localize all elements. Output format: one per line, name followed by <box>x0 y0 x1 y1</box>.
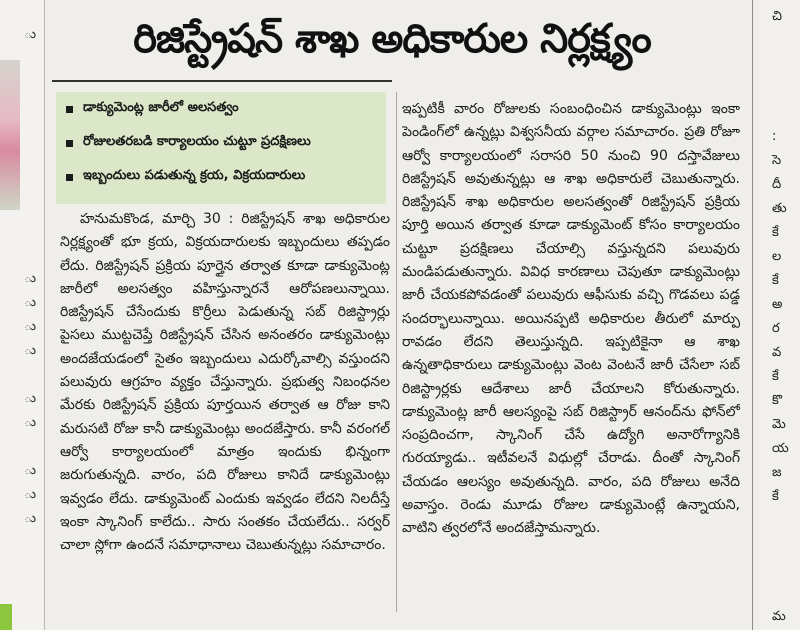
margin-fragment: వ <box>772 345 782 360</box>
column-2-text: ఇప్పటికీ వారం రోజులకు సంబంధించిన డాక్యుమెంట్లు ఇంకా పెండింగ్‌లో ఉన్నట్లు విశ్వసనీయ వర్గాల సమాచారం. ప్రతి రోజూ ఆర్వో కార్యాలయంలో సరాసరి 50 నుంచి 90 దస్తావేజులు రిజిస్ట్రేషన్ అవుతున్నట్లు ఆ శాఖ అధికారులే చెబుతున్నారు. రిజిస్ట్రేషన్ శాఖ అధికారుల అలసత్వంతో రిజిస్ట్రేషన్ ప్రక్రియ పూర్తి అయిన తర్వాత కూడా డాక్యుమెంట్ కోసం కార్యాలయం చుట్టూ ప్రదక్షిణలు చేయాల్సి వస్తున్నదని పలువురు మండిపడుతున్నారు. వివిధ కారణాలు చెపుతూ డాక్యుమెంట్లు జారీ చేయకపోవడంతో పలువురు ఆఫీసుకు వచ్చి గొడవలు పడ్డ సందర్భాలున్నాయి. అయినప్పటి అధికారుల తీరులో మార్పు రావడం లేదని తెలుస్తున్నది. ఇప్పటికైనా ఆ శాఖ ఉన్నతాధికారులు డాక్యుమెంట్లు వెంట వెంటనే జారీ చేసేలా సబ్ రిజిస్ట్రార్లకు ఆదేశాలు జారీ చేయాలని కోరుతున్నారు. డాక్యుమెంట్ల జారీ ఆలస్యంపై సబ్ రిజిస్ట్రార్ ఆనంద్‌ను ఫోన్‌లో సంప్రదించగా, స్కానింగ్ చేసే ఉద్యోగి అనారోగ్యానికి గురయ్యాడు.. ఇటీవలనే విధుల్లో చేరాడు. దీంతో స్కానింగ్ చేయడం ఆలస్యం అవుతున్నది. వారం, పది రోజులు అనేది అవాస్తం. రెండు మూడు రోజుల డాక్యుమెంట్లే ఉన్నాయని, వాటిని త్వరలోనే అందజేస్తామన్నారు. <box>402 101 740 537</box>
highlight-item <box>56 160 386 194</box>
margin-fragment: మ <box>772 609 786 624</box>
margin-fragment: అ <box>772 297 783 312</box>
margin-fragment: ు <box>24 511 37 526</box>
article-column-1 <box>60 208 390 618</box>
article-headline: రిజిస్ట్రేషన్ శాఖ అధికారుల నిర్లక్ష్యం <box>133 16 651 62</box>
margin-fragment: ు <box>24 463 37 478</box>
margin-fragment: కొ <box>772 393 783 408</box>
margin-fragment: ు <box>24 343 37 358</box>
margin-fragment: కే <box>772 369 779 384</box>
margin-fragment: ు <box>24 295 37 310</box>
highlights-box <box>56 92 386 204</box>
margin-fragment: ు <box>24 415 37 430</box>
margin-fragment: చి <box>772 9 782 24</box>
margin-fragment: మె <box>772 417 786 432</box>
headline-rule <box>52 80 392 82</box>
bullet-square-icon <box>66 140 73 147</box>
right-margin-adjacent-article <box>760 0 800 630</box>
bullet-square-icon <box>66 106 73 113</box>
margin-fragment: ర <box>772 321 780 336</box>
margin-fragment: ు <box>24 391 37 406</box>
margin-fragment: య <box>772 441 789 456</box>
column-1-text: హనుమకొండ, మార్చి 30 : రిజిస్ట్రేషన్ శాఖ అధికారుల నిర్లక్ష్యంతో భూ క్రయ, విక్రయదారులకు ఇబ్బందులు తప్పడం లేదు. రిజిస్ట్రేషన్ ప్రక్రియ పూర్తైన తర్వాత కూడా డాక్యుమెంట్ల జారీలో అలసత్వం వహిస్తున్నారనే ఆరోపణలున్నాయి. రిజిస్ట్రేషన్ చేసేందుకు కొర్రీలు పెడుతున్న సబ్ రిజిస్ట్రార్లు పైసలు ముట్టచెప్తే రిజిస్ట్రేషన్ చేసిన అనంతరం డాక్యుమెంట్లు అందజేయడంలో సైతం ఇబ్బందులు ఎదుర్కోవాల్సి వస్తుందని పలువురు ఆగ్రహం వ్యక్తం చేస్తున్నారు. ప్రభుత్వ నిబంధనల మేరకు రిజిస్ట్రేషన్ ప్రక్రియ పూర్తయిన తర్వాత ఆ రోజు కాని మరుసటి రోజు కానీ డాక్యుమెంట్లు అందజేస్తారు. కానీ వరంగల్ ఆర్వో కార్యాలయంలో మాత్రం ఇందుకు భిన్నంగా జరుగుతున్నది. వారం, పది రోజులు కానిదే డాక్యుమెంట్లు ఇవ్వడం లేదు. డాక్యుమెంట్ ఎందుకు ఇవ్వడం లేదని నిలదీస్తే ఇంకా స్కానింగ్ కాలేదు.. సారు సంతకం చేయలేదు.. సర్వర్ చాలా స్లోగా ఉందనే సమాధానాలు చెబుతున్నట్లు సమాచారం. <box>60 211 390 554</box>
bullet-square-icon <box>66 174 73 181</box>
highlight-text: డాక్యుమెంట్ల జారీలో అలసత్వం <box>83 100 239 115</box>
margin-fragment: ు <box>24 487 37 502</box>
highlight-text: రోజులతరబడి కార్యాలయం చుట్టూ ప్రదక్షిణలు <box>83 134 311 149</box>
margin-fragment: ు <box>24 271 37 286</box>
color-swatch <box>0 604 12 630</box>
highlight-text: ఇబ్బందులు పడుతున్న క్రయ, విక్రయదారులు <box>83 168 306 183</box>
highlight-item <box>56 92 386 126</box>
article-column-2 <box>402 98 740 613</box>
margin-fragment: జ <box>772 465 782 480</box>
margin-fragment: కే <box>772 225 779 240</box>
margin-fragment: కే <box>772 273 779 288</box>
margin-fragment: తు <box>772 201 787 216</box>
margin-fragment: సె <box>772 153 782 168</box>
margin-fragment: దీ <box>772 177 782 192</box>
highlight-item <box>56 126 386 160</box>
column-divider <box>396 92 397 612</box>
margin-fragment: : <box>772 129 777 144</box>
left-margin-adjacent-article <box>0 0 45 630</box>
margin-fragment: ు <box>24 319 37 334</box>
margin-fragment: ల <box>772 249 782 264</box>
margin-fragment: ు <box>24 27 37 42</box>
margin-fragment: కే <box>772 489 779 504</box>
page-edge-divider <box>752 0 753 630</box>
adjacent-photo-fragment <box>0 60 20 210</box>
